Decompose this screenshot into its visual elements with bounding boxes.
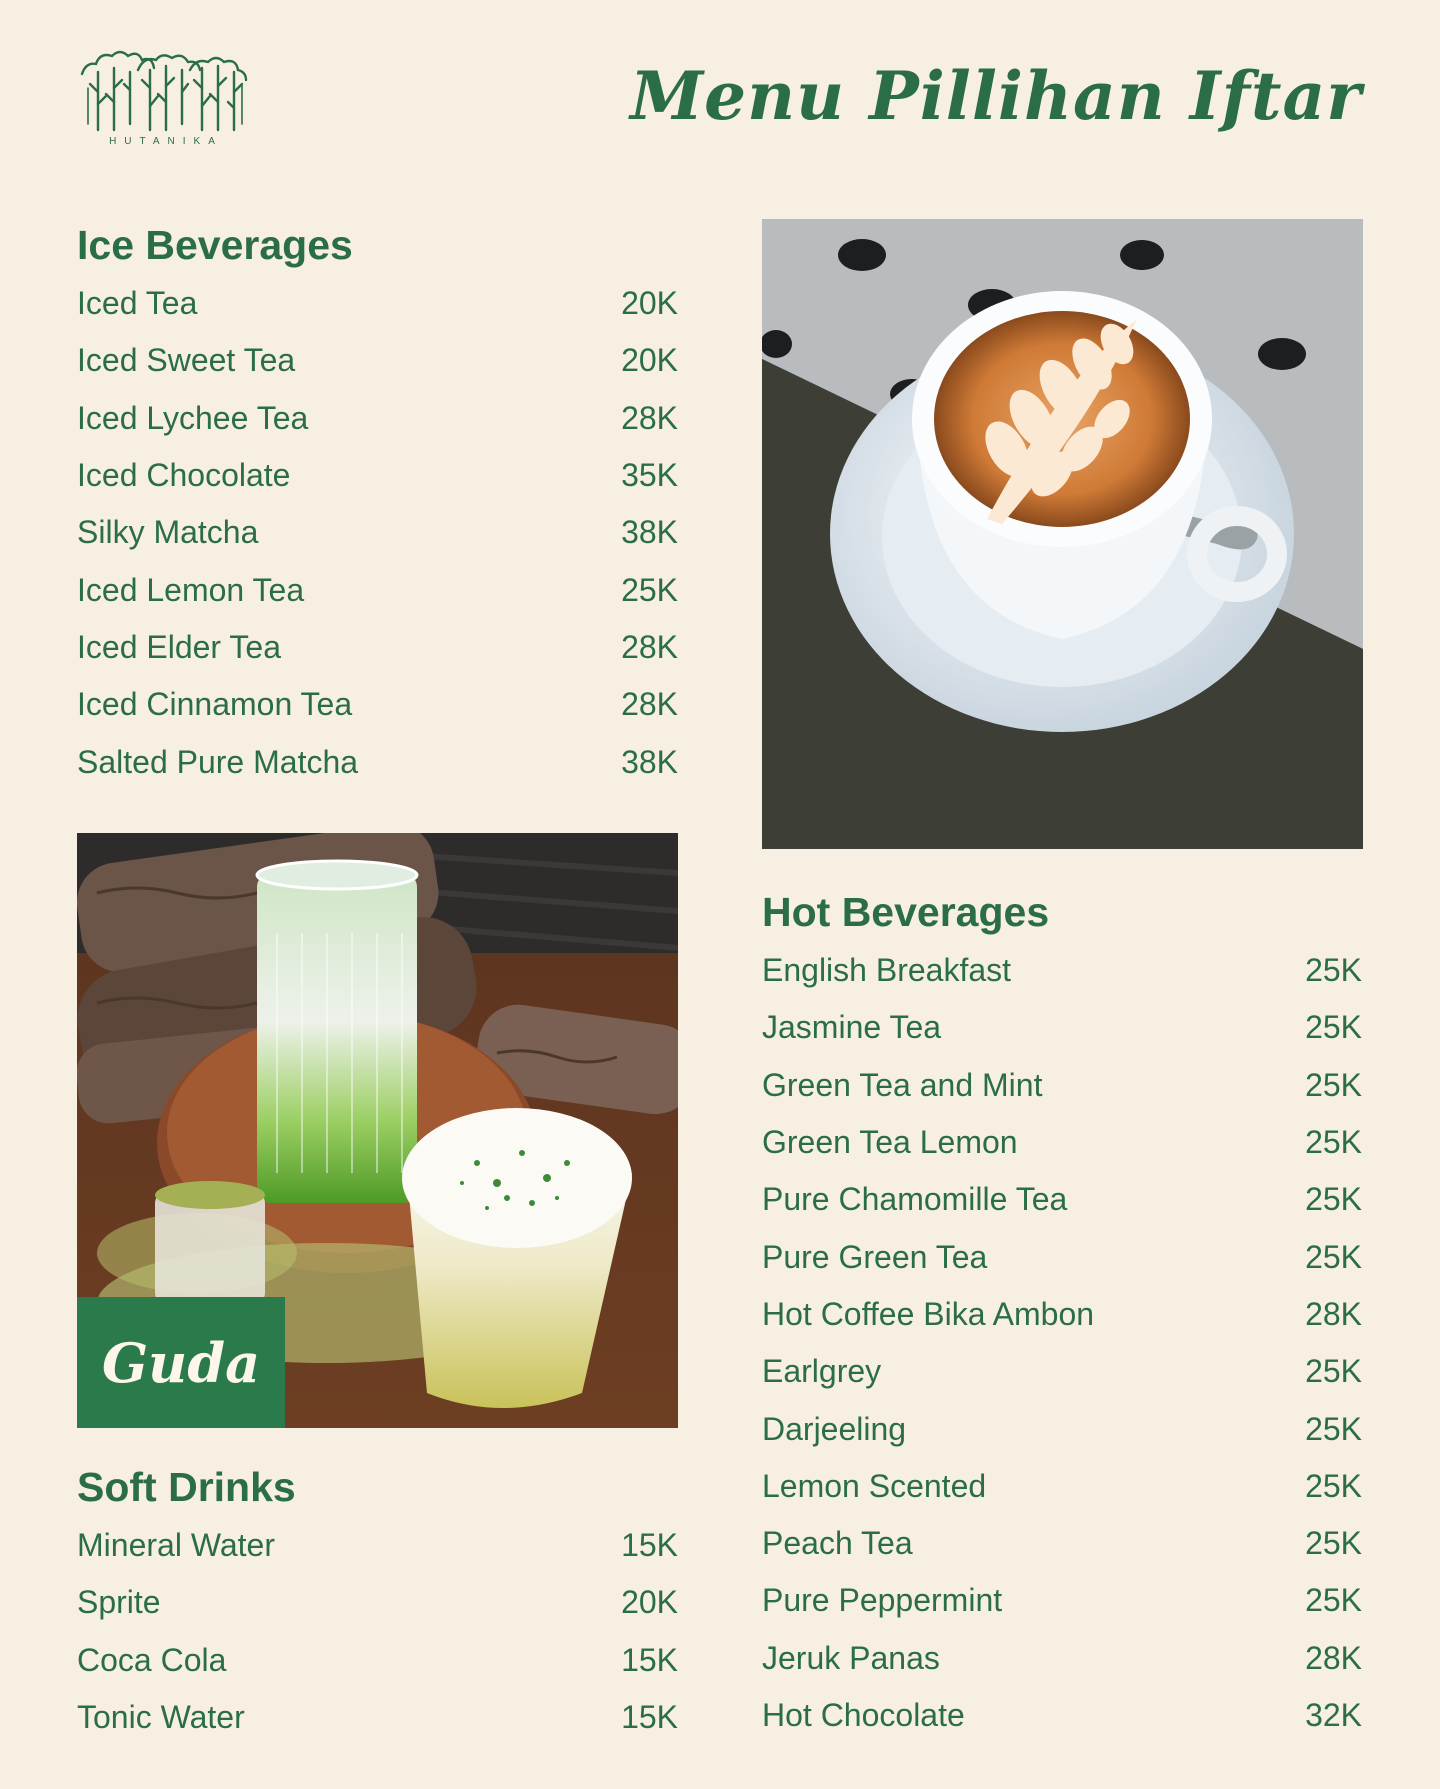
menu-item-price: 15K xyxy=(621,1641,678,1678)
menu-item xyxy=(77,619,678,676)
menu-item-name: Sprite xyxy=(77,1584,161,1621)
menu-item xyxy=(77,1632,678,1689)
section-title: Ice Beverages xyxy=(77,222,353,268)
menu-item xyxy=(77,1574,678,1631)
menu-list xyxy=(77,1517,678,1746)
menu-item-price: 35K xyxy=(621,457,678,494)
menu-item-name: Iced Elder Tea xyxy=(77,628,281,665)
menu-item-name: Mineral Water xyxy=(77,1527,275,1564)
menu-item-price: 28K xyxy=(621,399,678,436)
latte-cup-icon xyxy=(762,219,1363,849)
ice-beverages-section xyxy=(77,220,678,791)
menu-item-price: 28K xyxy=(1305,1295,1362,1332)
brand-logo xyxy=(78,48,254,150)
menu-item-price: 15K xyxy=(621,1527,678,1564)
menu-item xyxy=(762,1458,1362,1515)
matcha-badge: Guda xyxy=(77,1297,285,1428)
menu-item-name: Darjeeling xyxy=(762,1410,907,1447)
menu-item-price: 25K xyxy=(1305,1525,1362,1562)
menu-item-name: Earlgrey xyxy=(762,1353,882,1390)
menu-item-price: 38K xyxy=(621,743,678,780)
menu-item xyxy=(762,942,1362,999)
menu-item-price: 28K xyxy=(1305,1639,1362,1676)
menu-item-price: 38K xyxy=(621,514,678,551)
menu-item-name: Green Tea Lemon xyxy=(762,1124,1018,1161)
menu-item-price: 25K xyxy=(1305,952,1362,989)
coffee-photo xyxy=(762,219,1363,849)
menu-item xyxy=(762,1286,1362,1343)
menu-item xyxy=(77,447,678,504)
forest-trees-icon xyxy=(78,48,254,134)
menu-item xyxy=(762,1228,1362,1285)
menu-item xyxy=(762,1114,1362,1171)
menu-item-name: Hot Coffee Bika Ambon xyxy=(762,1295,1095,1332)
menu-item xyxy=(77,275,678,332)
menu-list xyxy=(762,942,1362,1744)
menu-item xyxy=(762,1515,1362,1572)
menu-item-price: 25K xyxy=(1305,1353,1362,1390)
menu-item-name: Silky Matcha xyxy=(77,514,259,551)
menu-item-price: 25K xyxy=(1305,1410,1362,1447)
menu-item-name: English Breakfast xyxy=(762,952,1012,989)
menu-item-price: 20K xyxy=(621,285,678,322)
menu-item xyxy=(77,390,678,447)
menu-item-name: Green Tea and Mint xyxy=(762,1066,1043,1103)
menu-item-name: Iced Lychee Tea xyxy=(77,399,309,436)
menu-item-name: Lemon Scented xyxy=(762,1467,987,1504)
menu-list xyxy=(77,275,678,791)
hot-beverages-section xyxy=(762,887,1362,1744)
menu-item xyxy=(762,999,1362,1056)
page-title: Menu Pillihan Iftar xyxy=(630,57,1362,135)
menu-item-price: 25K xyxy=(1305,1124,1362,1161)
menu-item xyxy=(77,561,678,618)
menu-item-price: 15K xyxy=(621,1699,678,1736)
menu-item xyxy=(77,332,678,389)
menu-item xyxy=(762,1171,1362,1228)
menu-item-name: Coca Cola xyxy=(77,1641,227,1678)
brand-logo-text: HUTANIKA xyxy=(109,136,223,147)
menu-item xyxy=(77,1689,678,1746)
menu-item-price: 25K xyxy=(1305,1467,1362,1504)
menu-item-price: 20K xyxy=(621,342,678,379)
menu-item-price: 28K xyxy=(621,628,678,665)
menu-item xyxy=(77,504,678,561)
menu-item-name: Pure Chamomille Tea xyxy=(762,1181,1068,1218)
menu-item-price: 28K xyxy=(621,686,678,723)
menu-item-price: 25K xyxy=(1305,1009,1362,1046)
menu-item-name: Iced Chocolate xyxy=(77,457,291,494)
menu-item-name: Pure Peppermint xyxy=(762,1582,1003,1619)
menu-item xyxy=(762,1630,1362,1687)
menu-item xyxy=(77,1517,678,1574)
menu-item xyxy=(77,733,678,790)
menu-item-name: Jasmine Tea xyxy=(762,1009,942,1046)
menu-item-price: 32K xyxy=(1305,1697,1362,1733)
menu-item-name: Pure Green Tea xyxy=(762,1238,988,1275)
menu-item xyxy=(762,1572,1362,1629)
menu-item-name: Tonic Water xyxy=(77,1699,245,1736)
menu-item xyxy=(762,1400,1362,1457)
menu-item xyxy=(762,1687,1362,1744)
menu-item-name: Iced Sweet Tea xyxy=(77,342,296,379)
menu-item-name: Iced Cinnamon Tea xyxy=(77,686,353,723)
menu-item-name: Iced Lemon Tea xyxy=(77,571,305,608)
menu-item xyxy=(762,1343,1362,1400)
menu-item-price: 20K xyxy=(621,1584,678,1621)
menu-item xyxy=(762,1057,1362,1114)
menu-item-price: 25K xyxy=(1305,1066,1362,1103)
section-title: Soft Drinks xyxy=(77,1464,296,1510)
menu-item-name: Hot Chocolate xyxy=(762,1697,965,1733)
menu-item-name: Iced Tea xyxy=(77,285,198,322)
menu-item-price: 25K xyxy=(1305,1238,1362,1275)
menu-item-price: 25K xyxy=(1305,1582,1362,1619)
menu-item xyxy=(77,676,678,733)
menu-item-name: Peach Tea xyxy=(762,1525,913,1562)
menu-item-name: Jeruk Panas xyxy=(762,1639,940,1676)
soft-drinks-section xyxy=(77,1462,678,1746)
section-title: Hot Beverages xyxy=(762,889,1050,935)
menu-item-price: 25K xyxy=(621,571,678,608)
menu-item-name: Salted Pure Matcha xyxy=(77,743,359,780)
menu-item-price: 25K xyxy=(1305,1181,1362,1218)
